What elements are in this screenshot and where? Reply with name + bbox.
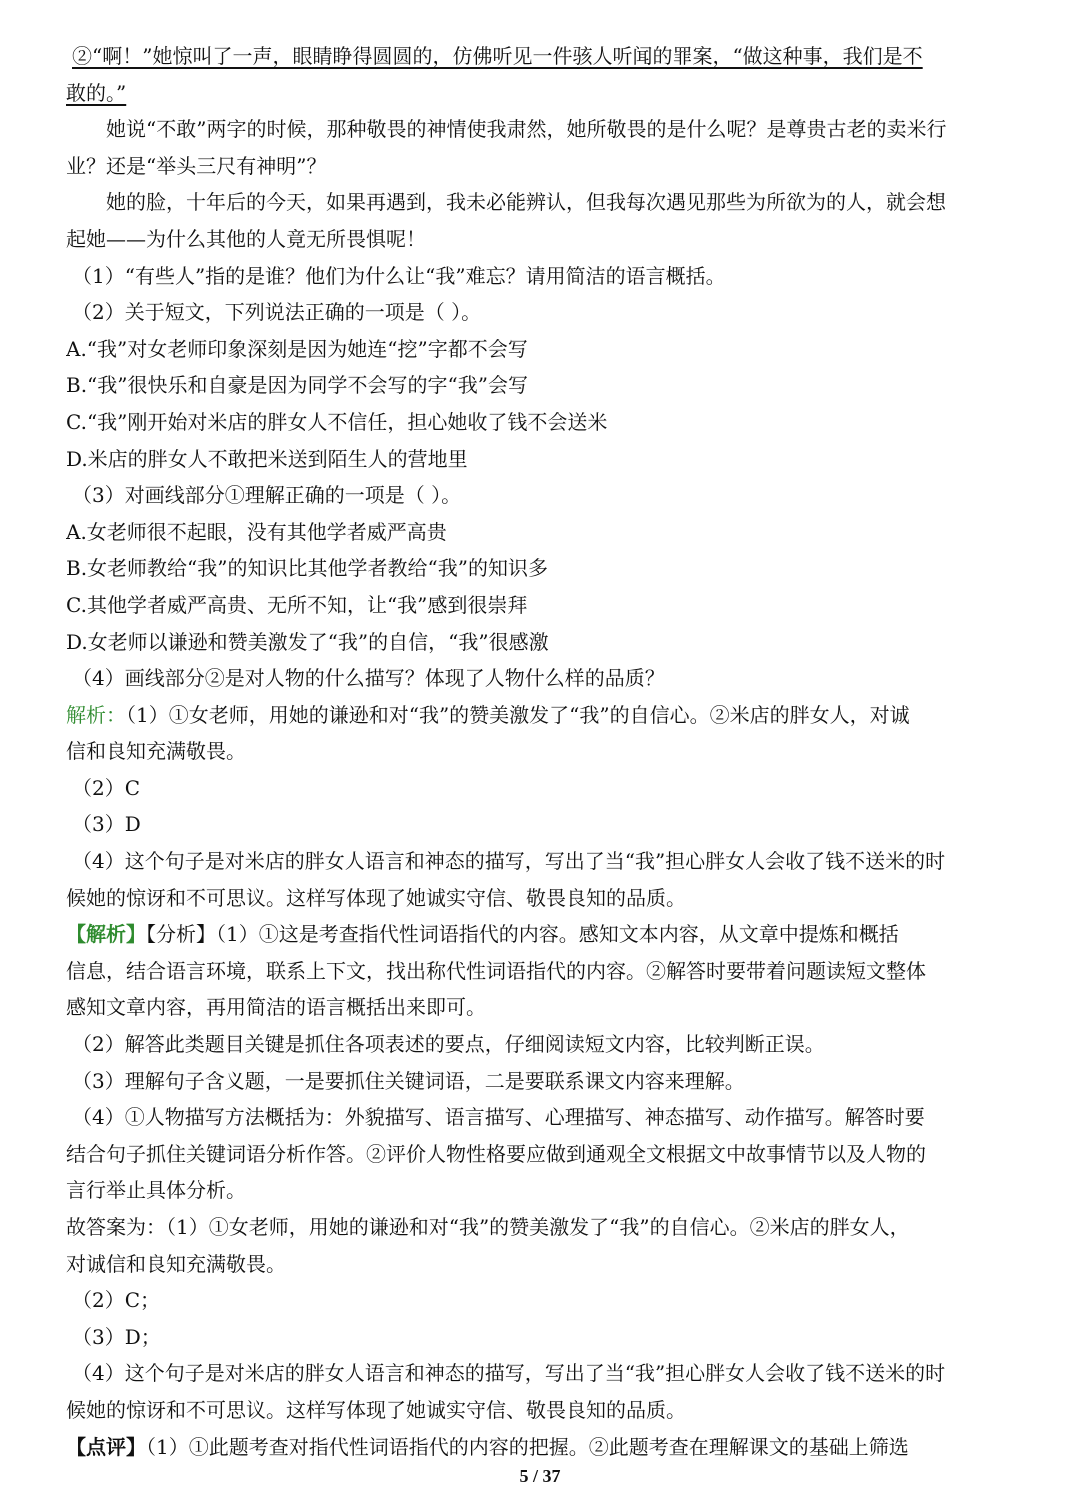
underlined-quote-2-end: 敢的。” <box>66 80 127 105</box>
question-2-option: A.“我”对女老师印象深刻是因为她连“挖”字都不会写 <box>66 336 528 361</box>
question-4: （4）画线部分②是对人物的什么描写？体现了人物什么样的品质？ <box>72 666 665 691</box>
quote-line-1 <box>66 38 1016 75</box>
passage-line: 她的脸，十年后的今天，如果再遇到，我未必能辨认，但我每次遇见那些为所欲为的人，就会想 <box>106 190 946 215</box>
passage-line: 起她——为什么其他的人竟无所畏惧呢！ <box>66 226 426 251</box>
analysis-answer-2: （2）C <box>72 775 141 800</box>
analysis-answer-4: （4）这个句子是对米店的胖女人语言和神态的描写，写出了当“我”担心胖女人会收了钱不送米的时 <box>72 849 946 874</box>
explanation-text: 【分析】（1）①这是考查指代性词语指代的内容。感知文本内容，从文章中提炼和概括 <box>146 922 899 947</box>
question-3-option: D.女老师以谦逊和赞美激发了“我”的自信，“我”很感激 <box>66 629 549 654</box>
analysis-label: 解析： <box>66 702 126 727</box>
analysis-answer-1-cont: 信和良知充满敬畏。 <box>66 739 246 764</box>
underlined-quote-2: ②“啊！”她惊叫了一声，眼睛睁得圆圆的，仿佛听见一件骇人听闻的罪案，“做这种事，我们是不 <box>72 44 923 68</box>
page-number: 5 / 37 <box>519 1466 561 1486</box>
explanation-line: 结合句子抓住关键词语分析作答。②评价人物性格要应做到通观全文根据文中故事情节以及人物的 <box>66 1141 926 1166</box>
quote-line-2 <box>66 75 1016 112</box>
comment-text: （1）①此题考查对指代性词语指代的内容的把握。②此题考查在理解课文的基础上筛选 <box>146 1434 909 1459</box>
question-2-option: C.“我”刚开始对米店的胖女人不信任，担心她收了钱不会送米 <box>66 409 608 434</box>
question-3: （3）对画线部分①理解正确的一项是（ ）。 <box>72 483 462 508</box>
explanation-line: （4）①人物描写方法概括为：外貌描写、语言描写、心理描写、神态描写、动作描写。解答时要 <box>72 1105 925 1130</box>
explanation-tag: 【解析】 <box>66 922 146 947</box>
document-page <box>66 38 1016 1465</box>
comment-tag: 【点评】 <box>66 1434 146 1459</box>
explanation-line: 信息，结合语言环境，联系上下文，找出称代性词语指代的内容。②解答时要带着问题读短文整体 <box>66 958 926 983</box>
comment-line <box>66 1429 1016 1466</box>
question-2-option: B.“我”很快乐和自豪是因为同学不会写的字“我”会写 <box>66 373 528 398</box>
question-3-option: C.其他学者威严高贵、无所不知，让“我”感到很崇拜 <box>66 592 528 617</box>
explanation-line: （3）理解句子含义题，一是要抓住关键词语，二是要联系课文内容来理解。 <box>72 1068 745 1093</box>
final-answer-line: 故答案为：（1）①女老师，用她的谦逊和对“我”的赞美激发了“我”的自信心。②米店的胖女人， <box>66 1215 910 1239</box>
explanation-line: 感知文章内容，再用简洁的语言概括出来即可。 <box>66 995 486 1020</box>
passage-line: 她说“不敢”两字的时候，那种敬畏的神情使我肃然，她所敬畏的是什么呢？是尊贵古老的卖米行 <box>106 117 947 142</box>
passage-line: 业？还是“举头三尺有神明”？ <box>66 153 327 178</box>
analysis-answer-1 <box>66 697 1016 734</box>
question-1: （1）“有些人”指的是谁？他们为什么让“我”难忘？请用简洁的语言概括。 <box>72 263 726 288</box>
analysis-answer-1-text: （1）①女老师，用她的谦逊和对“我”的赞美激发了“我”的自信心。②米店的胖女人，对诚 <box>126 702 910 727</box>
analysis-answer-3: （3）D <box>72 812 141 837</box>
final-answer-2: （2）C； <box>72 1288 161 1313</box>
analysis-answer-4-cont: 候她的惊讶和不可思议。这样写体现了她诚实守信、敬畏良知的品质。 <box>66 885 686 910</box>
final-answer-4: （4）这个句子是对米店的胖女人语言和神态的描写，写出了当“我”担心胖女人会收了钱不送米的时 <box>72 1361 946 1386</box>
final-answer-3: （3）D； <box>72 1324 161 1349</box>
explanation-line-1 <box>66 916 1016 953</box>
question-3-option: A.女老师很不起眼，没有其他学者威严高贵 <box>66 519 447 544</box>
final-answer-line: 对诚信和良知充满敬畏。 <box>66 1251 286 1276</box>
question-2: （2）关于短文，下列说法正确的一项是（ ）。 <box>72 300 482 325</box>
explanation-line: 言行举止具体分析。 <box>66 1178 246 1203</box>
question-2-option: D.米店的胖女人不敢把米送到陌生人的营地里 <box>66 446 468 471</box>
final-answer-4-cont: 候她的惊讶和不可思议。这样写体现了她诚实守信、敬畏良知的品质。 <box>66 1397 686 1422</box>
question-3-option: B.女老师教给“我”的知识比其他学者教给“我”的知识多 <box>66 556 548 581</box>
explanation-line: （2）解答此类题目关键是抓住各项表述的要点，仔细阅读短文内容，比较判断正误。 <box>72 1032 825 1057</box>
